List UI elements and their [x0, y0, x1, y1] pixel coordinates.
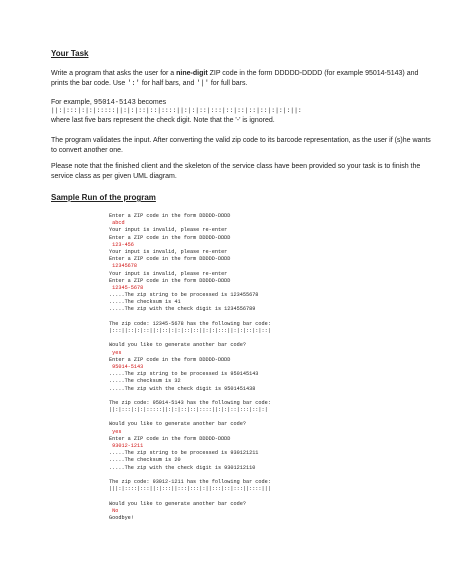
console-output-line: ||:|:::|:|:|:::::||:|:|::|::|::::||:|:|::|:::|::|:| [109, 407, 268, 414]
console-output-line: Enter a ZIP code in the form DDDDD-DDDD [109, 213, 231, 219]
console-output-line: Your input is invalid, please re-enter [109, 227, 228, 234]
console-output-line [109, 335, 359, 342]
sample-run-console [109, 213, 359, 522]
console-output-line: The zip code: 93012-1211 has the following bar code: [109, 478, 271, 485]
intro-text-2: ZIP code in the form DDDDD-DDDD (for example 95014-5143) and prints the bar code. Use [51, 70, 419, 87]
console-output-line: The zip code: 95014-5143 has the following bar code: [109, 399, 271, 406]
example-label: For example, [51, 99, 94, 106]
user-input-line: 12345-5678 [109, 284, 144, 291]
user-input-line: 12345678 [109, 263, 138, 270]
user-input-line: yes [109, 349, 122, 356]
console-output-line: |||:|::::|:::||:|:::||:::|:::|:||:::|::|:::||::::||| [109, 486, 271, 493]
console-output-line: Would you like to generate another bar code? [109, 342, 246, 349]
console-output-line: Would you like to generate another bar code? [109, 421, 246, 428]
console-output-line: .....The zip string to be processed is 950145143 [109, 371, 259, 378]
intro-text-3: for half bars, and [139, 80, 197, 87]
validation-paragraph: The program validates the input. After converting the valid zip code to its barcode representation, as the user if (s)he wants to convert another one. [51, 137, 431, 154]
example-suffix: becomes [135, 99, 167, 106]
console-output-line: .....The checksum is 41 [109, 299, 181, 306]
console-output-line: Enter a ZIP code in the form DDDDD-DDDD [109, 435, 231, 442]
console-output-line [109, 393, 359, 400]
intro-bold-term: nine-digit [176, 70, 208, 77]
intro-text-1: Write a program that asks the user for a [51, 70, 177, 77]
console-output-line: The zip code: 12345-5678 has the following bar code: [109, 320, 271, 327]
console-output-line [109, 314, 359, 321]
console-output-line: Goodbye! [109, 514, 134, 521]
full-bar-symbol: '|' [196, 80, 209, 88]
half-bar-symbol: ':' [127, 80, 140, 88]
console-output-line [109, 493, 359, 500]
console-output-line: .....The zip with the check digit is 9501451438 [109, 385, 256, 392]
console-output-line: Enter a ZIP code in the form DDDDD-DDDD [109, 277, 231, 284]
example-barcode: ||:|:::|:|:|:::::||:|:|::|::|::::||:|:|::|:::|::|::|::|::|:|:|:||: [51, 107, 302, 114]
task-description [51, 69, 431, 89]
console-output-line: Your input is invalid, please re-enter [109, 270, 228, 277]
user-input-line: yes [109, 428, 122, 435]
your-task-heading: Your Task [51, 49, 89, 58]
console-output-line [109, 414, 359, 421]
user-input-line: 95014-5143 [109, 363, 144, 370]
console-output-line: .....The checksum is 20 [109, 457, 181, 464]
console-output-line: .....The zip with the check digit is 9301212110 [109, 464, 256, 471]
user-input-line: abcd [109, 220, 125, 227]
console-output-line: Your input is invalid, please re-enter [109, 248, 228, 255]
example-note: where last five bars represent the check digit. Note that the '-' is ignored. [51, 117, 275, 124]
uml-paragraph: Please note that the finished client and the skeleton of the service class have been provided so your task is to finish the service class as per given UML diagram. [51, 163, 421, 180]
intro-text-4: for full bars. [208, 80, 248, 87]
console-output-line [109, 472, 359, 479]
console-output-line: .....The zip with the check digit is 1234556789 [109, 306, 256, 313]
user-input-line: 93012-1211 [109, 443, 144, 449]
console-output-line: |:::||::|:|::||:|::|:|:|::|::||:|:|:::||:|:|::|:|::| [109, 328, 271, 334]
user-input-line: No [109, 507, 119, 514]
console-output-line: .....The zip string to be processed is 930121211 [109, 450, 259, 457]
example-zip: 95014-5143 [93, 99, 136, 107]
user-input-line: 123-456 [109, 241, 134, 248]
console-output-line: .....The zip string to be processed is 123455678 [109, 292, 259, 299]
console-output-line: Enter a ZIP code in the form DDDDD-DDDD [109, 356, 231, 363]
console-output-line: Would you like to generate another bar code? [109, 500, 246, 507]
sample-run-heading: Sample Run of the program [51, 193, 156, 202]
console-output-line: Enter a ZIP code in the form DDDDD-DDDD [109, 234, 231, 241]
console-output-line: Enter a ZIP code in the form DDDDD-DDDD [109, 256, 231, 263]
console-output-line: .....The checksum is 32 [109, 378, 181, 385]
